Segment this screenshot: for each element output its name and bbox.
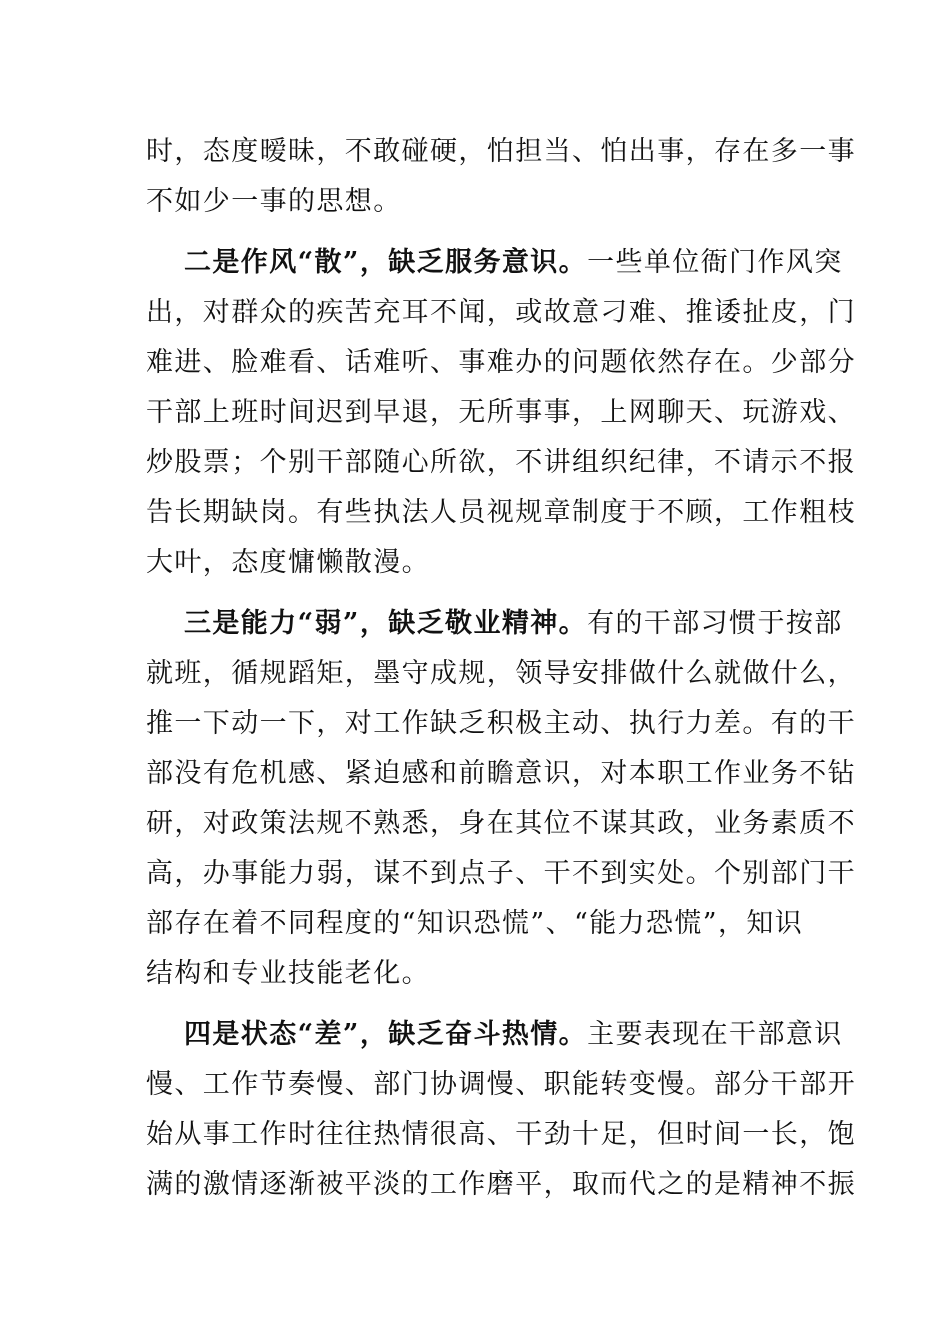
paragraph-text: 一些单位衙门作风突 [587,247,843,278]
body-text-line: 始从事工作时往往热情很高、干劲十足，但时间一长，饱 [146,1119,856,1150]
body-text-line: 结构和专业技能老化。 [146,958,430,989]
paragraph-first-line [184,604,843,644]
body-text-line: 告长期缺岗。有些执法人员视规章制度于不顾，工作粗枝 [146,497,856,528]
body-text-line: 推一下动一下，对工作缺乏积极主动、执行力差。有的干 [146,708,856,739]
body-text-line: 满的激情逐渐被平淡的工作磨平，取而代之的是精神不振 [146,1169,856,1200]
body-text-line: 出，对群众的疾苦充耳不闻，或故意刁难、推诿扯皮，门 [146,297,856,328]
paragraph-text: 主要表现在干部意识 [587,1019,843,1050]
body-text-line: 部没有危机感、紧迫感和前瞻意识，对本职工作业务不钻 [146,758,856,789]
body-text-line: 大叶，态度慵懒散漫。 [146,547,430,578]
body-text-line: 研，对政策法规不熟悉，身在其位不谋其政，业务素质不 [146,808,856,839]
body-text-line: 不如少一事的思想。 [146,186,402,217]
body-text-line: 炒股票；个别干部随心所欲，不讲组织纪律，不请示不报 [146,447,856,478]
body-text-line: 部存在着不同程度的“知识恐慌”、“能力恐慌”，知识 [146,908,804,939]
body-text-line: 高，办事能力弱，谋不到点子、干不到实处。个别部门干 [146,858,856,889]
paragraph-text: 有的干部习惯于按部 [587,608,843,639]
body-text-line: 时，态度暧昧，不敢碰硬，怕担当、怕出事，存在多一事 [146,136,856,167]
paragraph-first-line [184,1015,843,1055]
body-text-line: 慢、工作节奏慢、部门协调慢、职能转变慢。部分干部开 [146,1069,856,1100]
paragraph-heading: 二是作风“散”，缺乏服务意识。 [184,247,588,278]
paragraph-heading: 三是能力“弱”，缺乏敬业精神。 [184,608,588,639]
body-text-line: 就班，循规蹈矩，墨守成规，领导安排做什么就做什么， [146,658,856,689]
paragraph-heading: 四是状态“差”，缺乏奋斗热情。 [184,1019,588,1050]
body-text-line: 难进、脸难看、话难听、事难办的问题依然存在。少部分 [146,347,856,378]
paragraph-first-line [184,243,843,283]
body-text-line: 干部上班时间迟到早退，无所事事，上网聊天、玩游戏、 [146,397,856,428]
